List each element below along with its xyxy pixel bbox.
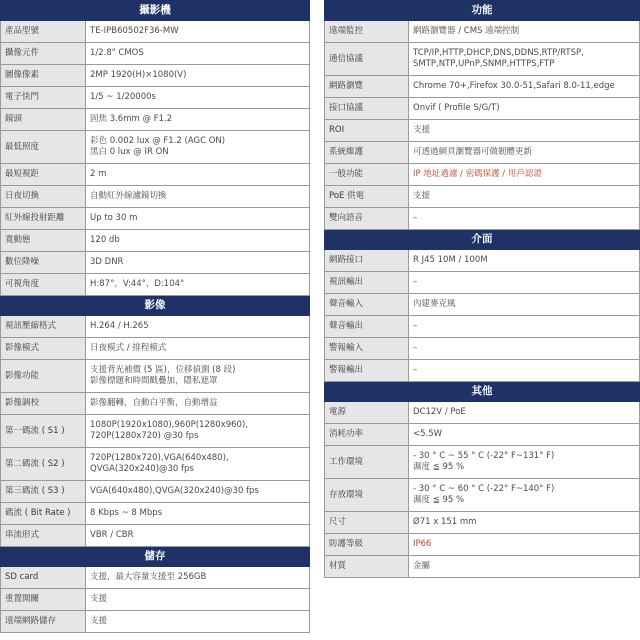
table-row bbox=[1, 208, 310, 230]
spec-value-line: VGA(640x480),QVGA(320x240)@30 fps bbox=[90, 486, 259, 496]
table-row bbox=[325, 120, 640, 142]
spec-label: 工作環境 bbox=[325, 446, 409, 479]
section-header: 攝影機 bbox=[1, 1, 310, 21]
spec-label: 紅外線投射距離 bbox=[1, 208, 86, 230]
table-row bbox=[1, 186, 310, 208]
spec-value-line: QVGA(320x240)@30 fps bbox=[90, 464, 194, 474]
table-row bbox=[325, 446, 640, 479]
spec-label: 聲音輸入 bbox=[325, 294, 409, 316]
spec-value-line: 支援 bbox=[413, 191, 431, 201]
spec-label: 材質 bbox=[325, 556, 409, 578]
section-header: 功能 bbox=[325, 1, 640, 21]
spec-value bbox=[86, 274, 310, 296]
spec-value bbox=[409, 43, 640, 76]
section-header: 介面 bbox=[325, 230, 640, 250]
spec-label: 串流形式 bbox=[1, 525, 86, 547]
spec-value-line: 8 Kbps ~ 8 Mbps bbox=[90, 508, 163, 518]
table-row bbox=[325, 338, 640, 360]
spec-value-line: IP 地址過濾 / 密碼保護 / 用戶認證 bbox=[413, 169, 542, 179]
spec-value bbox=[86, 393, 310, 415]
spec-label: SD card bbox=[1, 567, 86, 589]
spec-label: 重置開關 bbox=[1, 589, 86, 611]
spec-label: 聲音輸出 bbox=[325, 316, 409, 338]
spec-value-line: 支援，最大容量支援至 256GB bbox=[90, 572, 207, 582]
spec-value bbox=[409, 120, 640, 142]
spec-value-line: Ø71 x 151 mm bbox=[413, 517, 477, 527]
table-row bbox=[1, 567, 310, 589]
spec-label: 日夜切換 bbox=[1, 186, 86, 208]
spec-label: 數位降噪 bbox=[1, 252, 86, 274]
spec-value-line: - 30 ° C ~ 55 ° C (-22° F~131° F) bbox=[413, 451, 555, 461]
spec-value-line: – bbox=[413, 213, 418, 223]
table-row bbox=[325, 142, 640, 164]
spec-value-line: 影像標題和時間戳疊加，隱私遮罩 bbox=[90, 376, 218, 386]
spec-value-line: 1/5 ~ 1/20000s bbox=[90, 92, 156, 102]
spec-label: 視訊輸出 bbox=[325, 272, 409, 294]
spec-value-line: H:87°，V:44°，D:104° bbox=[90, 279, 185, 289]
spec-value-line: 日夜模式 / 排程模式 bbox=[90, 343, 167, 353]
spec-value-line: – bbox=[413, 321, 418, 331]
spec-label: 影像功能 bbox=[1, 360, 86, 393]
section-header: 儲存 bbox=[1, 547, 310, 567]
table-row bbox=[325, 316, 640, 338]
table-row bbox=[1, 338, 310, 360]
spec-value bbox=[409, 76, 640, 98]
spec-value-line: 濕度 ≦ 95 % bbox=[413, 495, 465, 505]
spec-label: 攝像元件 bbox=[1, 43, 86, 65]
spec-value bbox=[86, 65, 310, 87]
table-row bbox=[1, 164, 310, 186]
spec-value-line: - 30 ° C ~ 60 ° C (-22° F~140° F) bbox=[413, 484, 555, 494]
spec-table-right-grid bbox=[324, 0, 640, 578]
spec-label: 電子快門 bbox=[1, 87, 86, 109]
spec-label: 最短視距 bbox=[1, 164, 86, 186]
spec-label: 產品型號 bbox=[1, 21, 86, 43]
spec-table-left-grid bbox=[0, 0, 310, 633]
spec-label: 尺寸 bbox=[325, 512, 409, 534]
spec-label: 系統維護 bbox=[325, 142, 409, 164]
spec-value bbox=[86, 252, 310, 274]
spec-value-line: 720P(1280x720) @30 fps bbox=[90, 431, 199, 441]
spec-value-line: 彩色 0.002 lux @ F1.2 (AGC ON) bbox=[90, 136, 226, 146]
spec-value bbox=[86, 448, 310, 481]
table-row bbox=[325, 164, 640, 186]
spec-value-line: 720P(1280x720),VGA(640x480), bbox=[90, 453, 229, 463]
spec-value-line: 支援 bbox=[413, 125, 431, 135]
spec-label: 可視角度 bbox=[1, 274, 86, 296]
spec-label: 網路瀏覽 bbox=[325, 76, 409, 98]
table-row bbox=[1, 393, 310, 415]
section-header: 影像 bbox=[1, 296, 310, 316]
spec-label: 寬動態 bbox=[1, 230, 86, 252]
spec-label: 消耗功率 bbox=[325, 424, 409, 446]
spec-value bbox=[409, 479, 640, 512]
spec-value bbox=[86, 230, 310, 252]
spec-value bbox=[86, 186, 310, 208]
spec-value bbox=[86, 21, 310, 43]
table-row bbox=[1, 589, 310, 611]
spec-value-line: SMTP,NTP,UPnP,SNMP,HTTPS,FTP bbox=[413, 59, 555, 69]
table-row bbox=[325, 208, 640, 230]
spec-value-line: 內建麥克風 bbox=[413, 299, 456, 309]
spec-value bbox=[409, 21, 640, 43]
spec-value-line: 自動紅外線濾鏡切換 bbox=[90, 191, 167, 201]
spec-value-line: 影像翻轉，自動白平衡，自動增益 bbox=[90, 398, 218, 408]
table-row bbox=[325, 512, 640, 534]
spec-table-left bbox=[0, 0, 310, 633]
table-row bbox=[325, 250, 640, 272]
spec-value bbox=[86, 131, 310, 164]
spec-label: PoE 供電 bbox=[325, 186, 409, 208]
spec-label: 遠端監控 bbox=[325, 21, 409, 43]
spec-value-line: – bbox=[413, 343, 418, 353]
table-row bbox=[325, 76, 640, 98]
table-row bbox=[1, 21, 310, 43]
spec-value bbox=[409, 446, 640, 479]
spec-value-line: 2 m bbox=[90, 169, 107, 179]
table-row bbox=[1, 448, 310, 481]
spec-value bbox=[86, 109, 310, 131]
table-row bbox=[1, 230, 310, 252]
spec-value bbox=[409, 512, 640, 534]
table-row bbox=[325, 424, 640, 446]
table-row bbox=[1, 415, 310, 448]
spec-value-line: 濕度 ≦ 95 % bbox=[413, 462, 465, 472]
spec-value bbox=[86, 43, 310, 65]
spec-value-line: – bbox=[413, 277, 418, 287]
table-row bbox=[1, 109, 310, 131]
spec-value bbox=[86, 589, 310, 611]
spec-value bbox=[409, 142, 640, 164]
spec-label: 警報輸入 bbox=[325, 338, 409, 360]
spec-value-line: 2MP 1920(H)×1080(V) bbox=[90, 70, 187, 80]
spec-value-line: 支援 bbox=[90, 616, 108, 626]
table-row bbox=[325, 294, 640, 316]
spec-value bbox=[86, 611, 310, 633]
spec-value bbox=[409, 208, 640, 230]
spec-value bbox=[409, 338, 640, 360]
spec-value-line: 黑白 0 lux @ IR ON bbox=[90, 147, 169, 157]
spec-label: 接口協議 bbox=[325, 98, 409, 120]
spec-value bbox=[409, 534, 640, 556]
spec-value-line: 網路瀏覽器 / CMS 遠端控制 bbox=[413, 26, 520, 36]
spec-value bbox=[409, 98, 640, 120]
spec-value-line: Up to 30 m bbox=[90, 213, 138, 223]
spec-table-right bbox=[324, 0, 640, 578]
spec-value bbox=[86, 525, 310, 547]
table-row bbox=[1, 131, 310, 164]
spec-label: 第三碼流 ( S3 ) bbox=[1, 481, 86, 503]
spec-value-line: Onvif ( Profile S/G/T) bbox=[413, 103, 500, 113]
spec-value bbox=[409, 294, 640, 316]
spec-value-line: – bbox=[413, 365, 418, 375]
table-row bbox=[325, 98, 640, 120]
spec-value-line: 金屬 bbox=[413, 561, 431, 571]
spec-value bbox=[409, 402, 640, 424]
spec-value bbox=[409, 316, 640, 338]
spec-label: 碼流 ( Bit Rate ) bbox=[1, 503, 86, 525]
spec-value-line: 3D DNR bbox=[90, 257, 124, 267]
spec-value-line: 固焦 3.6mm @ F1.2 bbox=[90, 114, 173, 124]
spec-label: 通信協議 bbox=[325, 43, 409, 76]
spec-label: 第二碼流 ( S2 ) bbox=[1, 448, 86, 481]
spec-value-line: 可透過網頁瀏覽器可做韌體更新 bbox=[413, 147, 533, 157]
table-row bbox=[325, 43, 640, 76]
table-row bbox=[1, 481, 310, 503]
spec-label: 一般功能 bbox=[325, 164, 409, 186]
table-row bbox=[325, 186, 640, 208]
spec-label: 雙向語音 bbox=[325, 208, 409, 230]
spec-value bbox=[86, 316, 310, 338]
table-row bbox=[325, 360, 640, 382]
spec-value-line: 支援 bbox=[90, 594, 108, 604]
spec-label: 電源 bbox=[325, 402, 409, 424]
table-row bbox=[325, 479, 640, 512]
spec-label: 影像調校 bbox=[1, 393, 86, 415]
spec-value bbox=[86, 87, 310, 109]
spec-label: ROI bbox=[325, 120, 409, 142]
spec-value bbox=[86, 208, 310, 230]
spec-value-line: DC12V / PoE bbox=[413, 407, 466, 417]
section-header: 其他 bbox=[325, 382, 640, 402]
spec-value-line: TE-IPB60502F36-MW bbox=[90, 26, 179, 36]
spec-value bbox=[86, 503, 310, 525]
table-row bbox=[1, 360, 310, 393]
spec-label: 影像模式 bbox=[1, 338, 86, 360]
spec-value bbox=[86, 415, 310, 448]
spec-value bbox=[409, 556, 640, 578]
spec-value bbox=[409, 360, 640, 382]
spec-label: 警報輸出 bbox=[325, 360, 409, 382]
table-row bbox=[1, 525, 310, 547]
table-row bbox=[1, 65, 310, 87]
spec-value-line: VBR / CBR bbox=[90, 530, 134, 540]
spec-value bbox=[86, 481, 310, 503]
spec-value bbox=[409, 250, 640, 272]
spec-value-line: 120 db bbox=[90, 235, 120, 245]
spec-label: 視訊壓縮格式 bbox=[1, 316, 86, 338]
table-row bbox=[1, 611, 310, 633]
spec-label: 圖像像素 bbox=[1, 65, 86, 87]
spec-value bbox=[86, 567, 310, 589]
spec-value bbox=[409, 272, 640, 294]
spec-value-line: IP66 bbox=[413, 539, 432, 549]
spec-value-line: 1/2.8" CMOS bbox=[90, 48, 144, 58]
table-row bbox=[1, 87, 310, 109]
spec-value-line: H.264 / H.265 bbox=[90, 321, 149, 331]
spec-value-line: Chrome 70+,Firefox 30.0-51,Safari 8.0-11,edge bbox=[413, 81, 615, 91]
spec-label: 遠端網路儲存 bbox=[1, 611, 86, 633]
spec-value-line: <5.5W bbox=[413, 429, 443, 439]
spec-label: 第一碼流 ( S1 ) bbox=[1, 415, 86, 448]
spec-label: 防護等級 bbox=[325, 534, 409, 556]
table-row bbox=[1, 252, 310, 274]
table-row bbox=[325, 272, 640, 294]
spec-value bbox=[409, 424, 640, 446]
table-row bbox=[1, 503, 310, 525]
spec-label: 最低照度 bbox=[1, 131, 86, 164]
spec-value-line: 支援背光補償 (5 區)，位移偵測 (8 段) bbox=[90, 365, 236, 375]
spec-value bbox=[86, 360, 310, 393]
spec-value bbox=[86, 164, 310, 186]
table-row bbox=[325, 402, 640, 424]
table-row bbox=[1, 316, 310, 338]
spec-label: 網路接口 bbox=[325, 250, 409, 272]
spec-value-line: TCP/IP,HTTP,DHCP,DNS,DDNS,RTP/RTSP, bbox=[413, 48, 584, 58]
spec-value bbox=[86, 338, 310, 360]
table-row bbox=[325, 21, 640, 43]
spec-value-line: R J45 10M / 100M bbox=[413, 255, 488, 265]
table-row bbox=[325, 556, 640, 578]
spec-value-line: 1080P(1920x1080),960P(1280x960), bbox=[90, 420, 248, 430]
table-row bbox=[1, 274, 310, 296]
table-row bbox=[1, 43, 310, 65]
spec-label: 存放環境 bbox=[325, 479, 409, 512]
spec-label: 鏡頭 bbox=[1, 109, 86, 131]
spec-value bbox=[409, 186, 640, 208]
table-row bbox=[325, 534, 640, 556]
spec-value bbox=[409, 164, 640, 186]
